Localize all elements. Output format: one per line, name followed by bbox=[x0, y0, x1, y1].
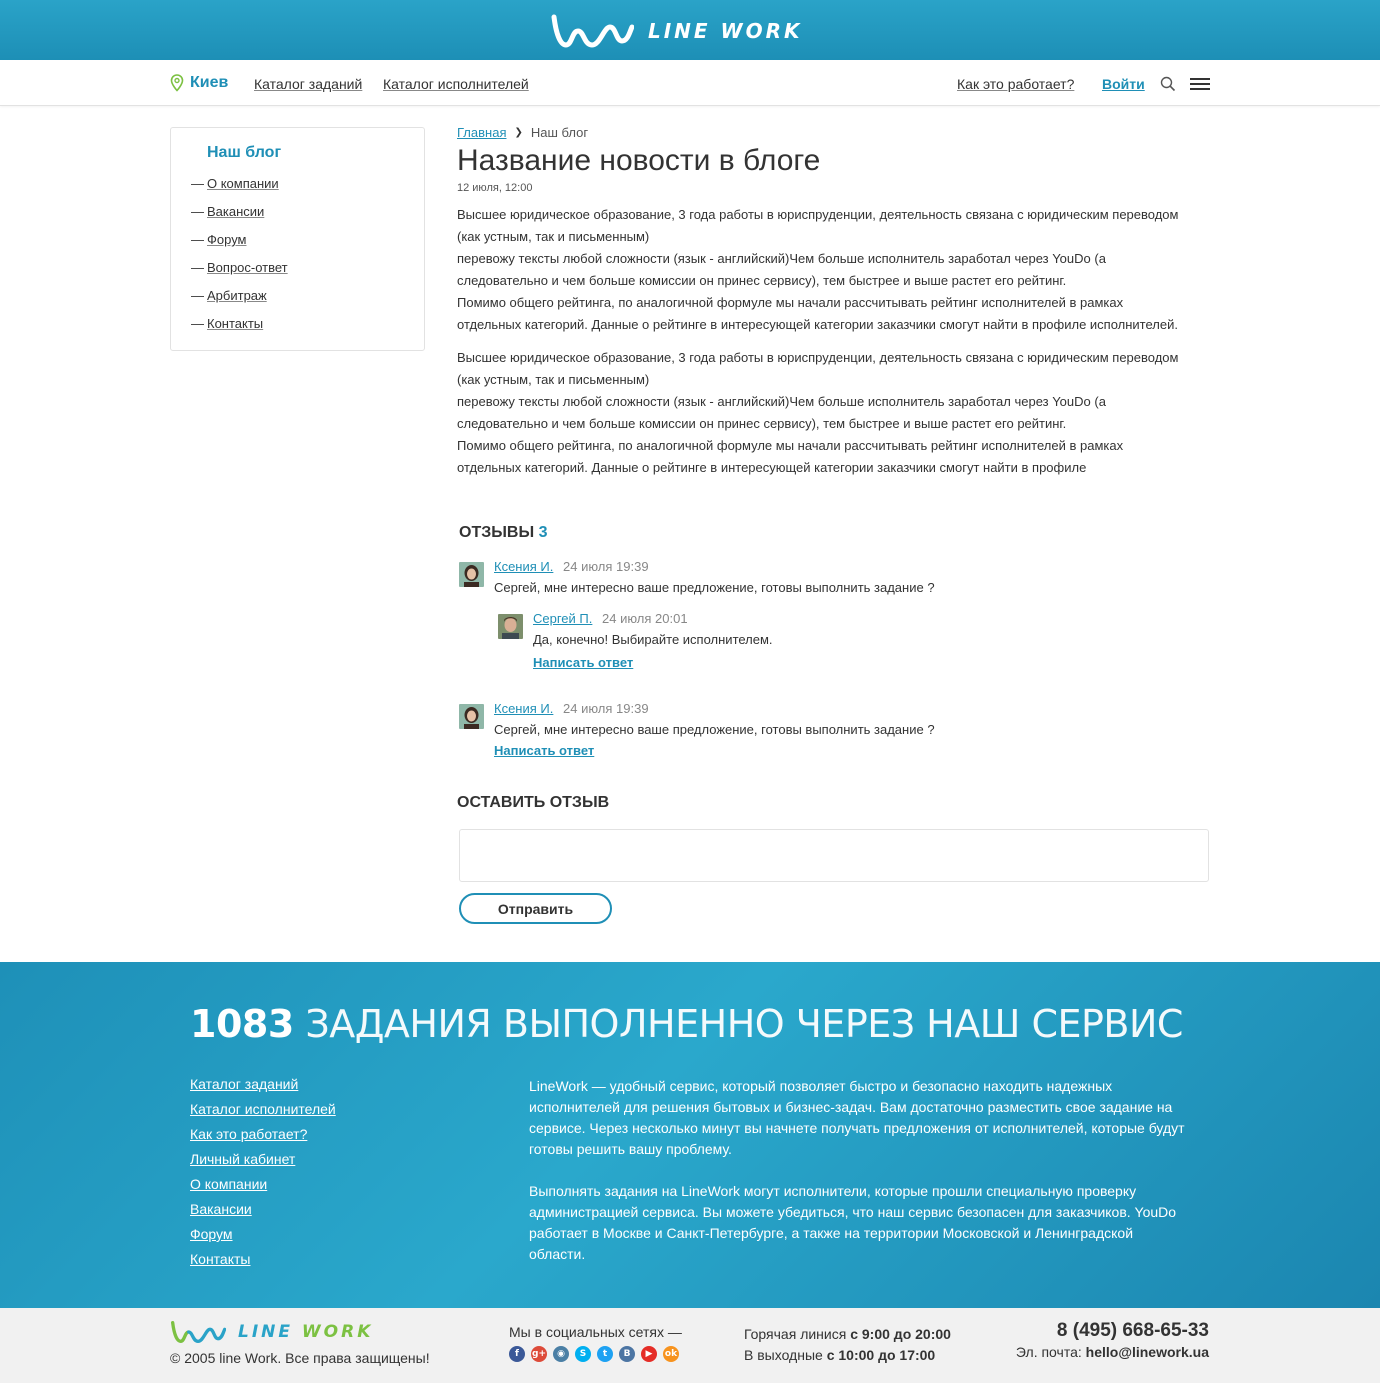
email-line bbox=[1016, 1344, 1209, 1360]
phone-number[interactable]: 8 (495) 668-65-33 bbox=[1056, 1320, 1209, 1341]
reply-button[interactable]: Написать ответ bbox=[533, 655, 634, 670]
completed-tasks-stat bbox=[190, 1002, 1183, 1046]
user-avatar-icon bbox=[459, 562, 484, 587]
hotline-label: Горячая линися bbox=[744, 1326, 847, 1342]
sidebar-title: Наш блог bbox=[207, 144, 282, 161]
footer-bottom bbox=[0, 1308, 1380, 1383]
skype-icon[interactable]: S bbox=[575, 1346, 591, 1362]
email-link[interactable]: hello@linework.ua bbox=[1085, 1344, 1209, 1360]
comment-date: 24 июля 19:39 bbox=[563, 701, 649, 716]
stat-number: 1083 bbox=[190, 1002, 294, 1046]
footer-link[interactable]: Каталог исполнителей bbox=[190, 1101, 336, 1117]
footer-link[interactable]: О компании bbox=[190, 1176, 268, 1192]
post-body bbox=[457, 204, 1187, 490]
chevron-right-icon: ❯ bbox=[514, 127, 523, 138]
footer-link[interactable]: Личный кабинет bbox=[190, 1151, 296, 1167]
copyright: © 2005 line Work. Все права защищены! bbox=[170, 1350, 430, 1366]
hotline-hours: с 9:00 до 20:00 bbox=[850, 1326, 951, 1342]
hamburger-menu-icon[interactable] bbox=[1190, 78, 1210, 90]
footer-info bbox=[0, 962, 1380, 1308]
sidebar-menu bbox=[191, 176, 288, 344]
nav-performer-catalog[interactable]: Каталог исполнителей bbox=[383, 76, 529, 92]
logo-text: LINE WORK bbox=[648, 19, 803, 43]
post-paragraph: Высшее юридическое образование, 3 года работы в юриспруденции, деятельность связана с юридическим переводом (как устным, так и письменным) перевожу тексты любой сложности (язык - английский)Чем больше исполнитель заработал через YouDo (а следовательно и чем больше комиссии он принес сервису), тем быстрее и выше растет его рейтинг. Помимо общего рейтинга, по аналогичной формуле мы начали рассчитывать рейтинг исполнителей в рамках отдельных категорий. Данные о рейтинге в интересующей категории заказчики смогут найти в профиле bbox=[457, 350, 1179, 475]
sidebar-link[interactable]: О компании bbox=[207, 176, 279, 191]
footer-link[interactable]: Как это работает? bbox=[190, 1126, 308, 1142]
leave-review-heading: ОСТАВИТЬ ОТЗЫВ bbox=[457, 794, 610, 811]
avatar bbox=[498, 614, 523, 639]
sidebar-item-arbitration: — Арбитраж bbox=[191, 288, 267, 303]
twitter-icon[interactable]: t bbox=[597, 1346, 613, 1362]
email-label: Эл. почта: bbox=[1015, 1344, 1082, 1360]
footer-logo[interactable] bbox=[170, 1320, 373, 1344]
vk-icon[interactable]: B bbox=[619, 1346, 635, 1362]
comment-text: Сергей, мне интересно ваше предложение, готовы выполнить задание ? bbox=[494, 722, 935, 737]
weekend-label: В выходные bbox=[744, 1347, 823, 1363]
facebook-icon[interactable]: f bbox=[509, 1346, 525, 1362]
breadcrumb-home[interactable]: Главная bbox=[457, 125, 507, 140]
user-avatar-icon bbox=[459, 704, 484, 729]
sidebar-link[interactable]: Вакансии bbox=[207, 204, 265, 219]
top-header bbox=[0, 0, 1380, 60]
sidebar-link[interactable]: Форум bbox=[207, 232, 247, 247]
reviews-heading bbox=[459, 524, 547, 542]
reviews-count: 3 bbox=[538, 524, 548, 541]
comment-author[interactable]: Ксения И. bbox=[494, 701, 554, 716]
footer-link[interactable]: Контакты bbox=[190, 1251, 251, 1267]
blog-sidebar bbox=[170, 127, 425, 351]
nav-task-catalog[interactable]: Каталог заданий bbox=[254, 76, 363, 92]
comment-author[interactable]: Сергей П. bbox=[533, 611, 593, 626]
instagram-icon[interactable]: ◉ bbox=[553, 1346, 569, 1362]
social-label: Мы в социальных сетях — bbox=[509, 1324, 682, 1340]
comment-date: 24 июля 19:39 bbox=[563, 559, 649, 574]
comment-date: 24 июля 20:01 bbox=[602, 611, 688, 626]
login-link[interactable]: Войти bbox=[1102, 76, 1145, 92]
comment-text: Сергей, мне интересно ваше предложение, готовы выполнить задание ? bbox=[494, 580, 935, 595]
sidebar-link[interactable]: Вопрос-ответ bbox=[207, 260, 288, 275]
user-avatar-icon bbox=[498, 614, 523, 639]
nav-bar bbox=[0, 60, 1380, 106]
footer-about bbox=[529, 1076, 1189, 1286]
footer-link[interactable]: Вакансии bbox=[190, 1201, 252, 1217]
sidebar-link[interactable]: Арбитраж bbox=[207, 288, 267, 303]
stat-text: ЗАДАНИЯ ВЫПОЛНЕННО ЧЕРЕЗ НАШ СЕРВИС bbox=[305, 1002, 1183, 1046]
avatar bbox=[459, 562, 484, 587]
about-paragraph: LineWork — удобный сервис, который позволяет быстро и безопасно находить надежных исполнителей для решения бытовых и бизнес-задач. Вам достаточно разместить свое задание на сервисе. Через несколько минут вы начнете получать предложения от исполнителей, которые будут готовы решить вашу проблему. bbox=[529, 1078, 1185, 1157]
sidebar-item-contacts: — Контакты bbox=[191, 316, 264, 331]
logo-mark-icon bbox=[170, 1320, 226, 1344]
sidebar-item-faq: — Вопрос-ответ bbox=[191, 260, 288, 275]
avatar bbox=[459, 704, 484, 729]
comment-author[interactable]: Ксения И. bbox=[494, 559, 554, 574]
about-paragraph: Выполнять задания на LineWork могут исполнители, которые прошли специальную проверку администрацией сервиса. Вы можете убедиться, что наш сервис безопасен для заказчиков. YouDo работает в Москве и Санкт-Петербурге, а также на территории Московской и Ленинградской области. bbox=[529, 1183, 1177, 1262]
breadcrumb-current: Наш блог bbox=[530, 125, 589, 140]
google-plus-icon[interactable]: g+ bbox=[531, 1346, 547, 1362]
submit-button[interactable]: Отправить bbox=[459, 893, 612, 924]
footer-links bbox=[190, 1076, 336, 1276]
odnoklassniki-icon[interactable]: ok bbox=[663, 1346, 679, 1362]
reviews-heading-label: ОТЗЫВЫ bbox=[459, 524, 535, 541]
review-input[interactable] bbox=[459, 829, 1209, 882]
search-icon[interactable] bbox=[1160, 76, 1176, 92]
comment-text: Да, конечно! Выбирайте исполнителем. bbox=[533, 632, 773, 647]
nav-how-it-works[interactable]: Как это работает? bbox=[957, 76, 1075, 92]
breadcrumb bbox=[457, 125, 588, 140]
sidebar-item-forum: — Форум bbox=[191, 232, 247, 247]
weekend-hours: с 10:00 до 17:00 bbox=[826, 1347, 936, 1363]
city-name: Киев bbox=[190, 74, 229, 91]
footer-link[interactable]: Каталог заданий bbox=[190, 1076, 299, 1092]
post-date: 12 июля, 12:00 bbox=[457, 182, 533, 194]
working-hours bbox=[744, 1324, 951, 1366]
sidebar-link[interactable]: Контакты bbox=[207, 316, 264, 331]
footer-link[interactable]: Форум bbox=[190, 1226, 233, 1242]
post-paragraph: Высшее юридическое образование, 3 года работы в юриспруденции, деятельность связана с юридическим переводом (как устным, так и письменным) перевожу тексты любой сложности (язык - английский)Чем больше исполнитель заработал через YouDo (а следовательно и чем больше комиссии он принес сервису), тем быстрее и выше растет его рейтинг. Помимо общего рейтинга, по аналогичной формуле мы начали рассчитывать рейтинг исполнителей в рамках отдельных категорий. Данные о рейтинге в интересующей категории заказчики смогут найти в профиле исполнителей. bbox=[457, 207, 1179, 332]
reply-button[interactable]: Написать ответ bbox=[494, 743, 595, 758]
social-links bbox=[509, 1346, 679, 1362]
youtube-icon[interactable]: ▶ bbox=[641, 1346, 657, 1362]
sidebar-item-about: — О компании bbox=[191, 176, 279, 191]
page-title: Название новости в блоге bbox=[457, 144, 821, 177]
location-pin-icon bbox=[170, 74, 184, 92]
logo[interactable] bbox=[550, 12, 830, 50]
city-selector[interactable] bbox=[170, 74, 228, 92]
logo-mark-icon bbox=[550, 13, 634, 49]
sidebar-item-vacancies: — Вакансии bbox=[191, 204, 265, 219]
footer-logo-text: LINE WORK bbox=[238, 1322, 374, 1342]
